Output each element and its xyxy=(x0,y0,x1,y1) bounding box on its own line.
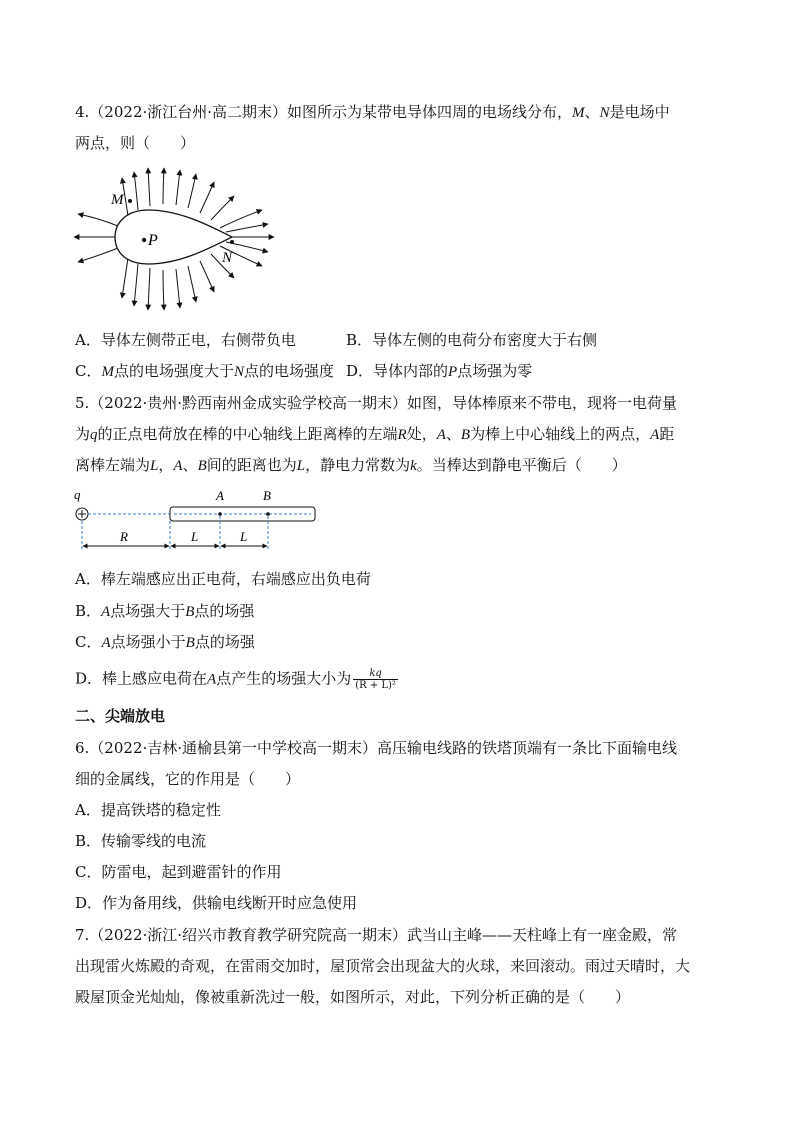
q5-option-A[interactable]: A．棒左端感应出正电荷，右端感应出负电荷 xyxy=(75,570,371,588)
label-L2: L xyxy=(240,529,248,544)
formula-fraction: $\frac{kq}{\text{(R + L)²}}$ xyxy=(355,668,396,691)
q5-rod-figure xyxy=(70,485,330,557)
q4-stem-line1: 4.（2022·浙江台州·高二期末）如图所示为某带电导体四周的电场线分布，M、N是电场中 xyxy=(75,103,670,121)
q4-option-C[interactable]: C．M点的电场强度大于N点的电场强度 xyxy=(75,362,335,380)
label-A: A xyxy=(216,488,224,503)
q6-stem-line1: 6.（2022·吉林·通榆县第一中学校高一期末）高压输电线路的铁塔顶端有一条比下面输电线 xyxy=(75,739,678,757)
label-q: q xyxy=(74,487,81,502)
label-B: B xyxy=(263,488,271,503)
q5-stem-line2: 为q的正点电荷放在棒的中心轴线上距离棒的左端R处，A、B为棒上中心轴线上的两点，A距 xyxy=(75,425,675,443)
charge-q-symbol xyxy=(76,508,88,520)
label-M: M xyxy=(111,192,124,208)
point-N-dot xyxy=(230,240,234,244)
q4-option-A[interactable]: A．导体左侧带正电，右侧带负电 xyxy=(75,331,296,349)
section-title: 二、尖端放电 xyxy=(75,707,166,725)
q5-stem-line3: 离棒左端为L，A、B间的距离也为L，静电力常数为k。当棒达到静电平衡后（ ） xyxy=(75,456,627,474)
label-N: N xyxy=(222,250,233,266)
q6-option-C[interactable]: C．防雷电，起到避雷针的作用 xyxy=(75,863,282,881)
q7-stem-line2: 出现雷火炼殿的奇观，在雷雨交加时，屋顶常会出现盆大的火球，来回滚动。雨过天晴时，大 xyxy=(75,957,691,975)
conductor-body xyxy=(115,210,232,264)
q4-stem-line2: 两点，则（ ） xyxy=(75,134,196,152)
q6-option-D[interactable]: D．作为备用线，供输电线断开时应急使用 xyxy=(75,894,358,912)
point-P-dot xyxy=(142,238,146,242)
q7-stem-line1: 7.（2022·浙江·绍兴市教育教学研究院高一期末）武当山主峰——天柱峰上有一座金殿，常 xyxy=(75,926,678,944)
point-A-dot xyxy=(218,512,222,516)
q7-stem-line3: 殿屋顶金光灿灿，像被重新洗过一般，如图所示，对此，下列分析正确的是（ ） xyxy=(75,988,631,1006)
q5-option-D[interactable]: D．棒上感应电荷在A点产生的场强大小为 $\frac{kq}{\text{(R + L)²}}$ xyxy=(75,668,396,691)
label-L1: L xyxy=(191,529,199,544)
q4-option-B[interactable]: B．导体左侧的电荷分布密度大于右侧 xyxy=(346,331,598,349)
q6-stem-line2: 细的金属线，它的作用是（ ） xyxy=(75,770,301,788)
q5-stem-line1: 5.（2022·贵州·黔西南州金成实验学校高一期末）如图，导体棒原来不带电，现将一电荷量 xyxy=(75,394,678,412)
label-P: P xyxy=(148,232,158,249)
label-R: R xyxy=(120,529,128,544)
q6-option-B[interactable]: B．传输零线的电流 xyxy=(75,832,207,850)
point-M-dot xyxy=(128,199,132,203)
point-B-dot xyxy=(266,512,270,516)
q5-option-B[interactable]: B．A点场强大于B点的场强 xyxy=(75,602,255,620)
q5-option-C[interactable]: C．A点场强小于B点的场强 xyxy=(75,633,255,651)
q4-option-D[interactable]: D．导体内部的P点场强为零 xyxy=(346,362,533,380)
q4-field-figure xyxy=(70,166,285,316)
q6-option-A[interactable]: A．提高铁塔的稳定性 xyxy=(75,801,221,819)
